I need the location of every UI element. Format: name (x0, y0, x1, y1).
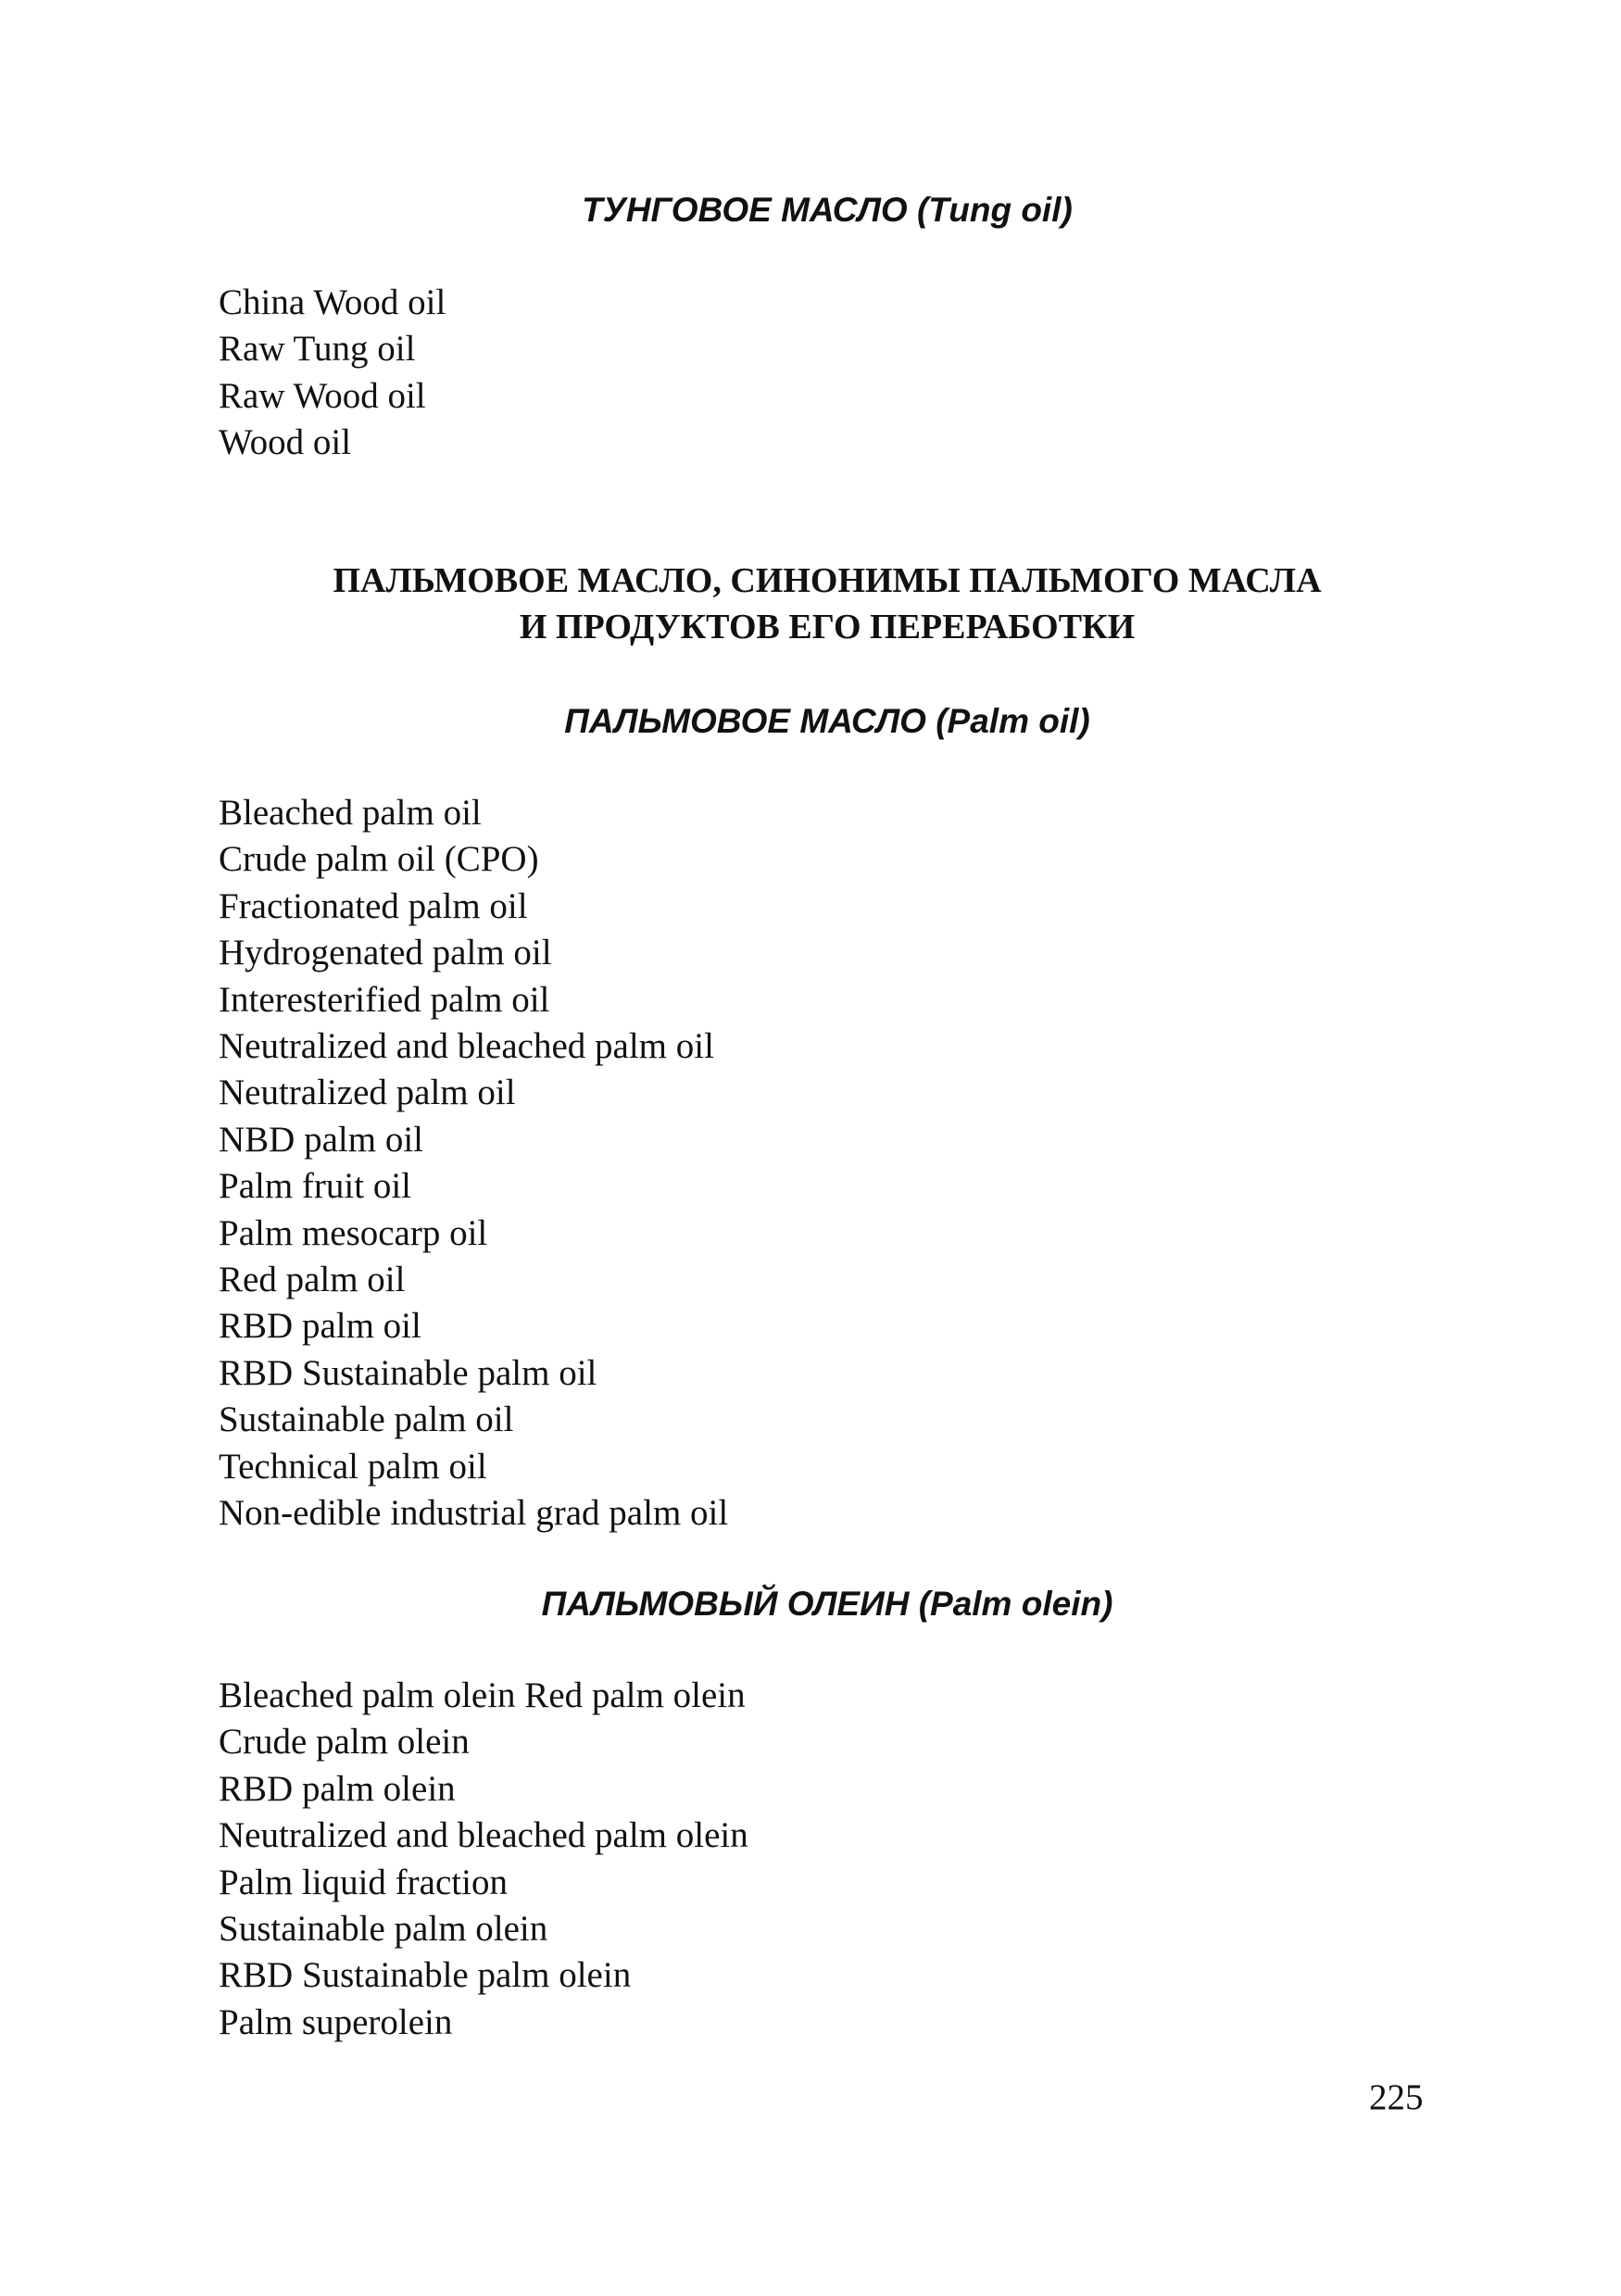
list-item: China Wood oil (219, 282, 446, 322)
list-item: Bleached palm oil (219, 793, 482, 833)
section-title-palm-oil: ПАЛЬМОВОЕ МАСЛО (Palm oil) (564, 702, 1090, 740)
list-item: NBD palm oil (219, 1119, 423, 1160)
chapter-heading-line-2: И ПРОДУКТОВ ЕГО ПЕРЕРАБОТКИ (519, 608, 1136, 646)
palm-olein-list (219, 1673, 748, 2046)
section-title-palm-olein: ПАЛЬМОВЫЙ ОЛЕИН (Palm olein) (541, 1585, 1113, 1623)
chapter-heading-line-1: ПАЛЬМОВОЕ МАСЛО, СИНОНИМЫ ПАЛЬМОГО МАСЛА (333, 561, 1322, 600)
list-item: Interesterified palm oil (219, 979, 550, 1020)
list-item: Fractionated palm oil (219, 885, 528, 926)
list-item: Palm superolein (219, 2001, 453, 2042)
list-item: RBD palm olein (219, 1768, 456, 1809)
list-item: Wood oil (219, 422, 352, 463)
list-item: RBD palm oil (219, 1306, 421, 1347)
list-item: Palm liquid fraction (219, 1862, 508, 1902)
list-item: Neutralized palm oil (219, 1073, 516, 1113)
list-item: Technical palm oil (219, 1446, 487, 1487)
list-item: Neutralized and bleached palm oil (219, 1026, 714, 1067)
list-item: Red palm oil (219, 1260, 406, 1300)
list-item: Non-edible industrial grad palm oil (219, 1493, 729, 1534)
list-item: Palm fruit oil (219, 1166, 411, 1207)
palm-oil-list (219, 790, 728, 1537)
list-item: Crude palm oil (CPO) (219, 839, 539, 880)
tung-oil-list (219, 280, 446, 467)
list-item: RBD Sustainable palm oil (219, 1352, 597, 1393)
list-item: Crude palm olein (219, 1722, 470, 1763)
list-item: Bleached palm olein Red palm olein (219, 1675, 746, 1715)
section-title-tung-oil: ТУНГОВОЕ МАСЛО (Tung oil) (582, 191, 1073, 229)
list-item: Neutralized and bleached palm olein (219, 1815, 748, 1856)
list-item: Sustainable palm olein (219, 1909, 548, 1950)
list-item: Sustainable palm oil (219, 1399, 514, 1440)
list-item: Hydrogenated palm oil (219, 933, 552, 973)
chapter-heading (0, 558, 1621, 650)
page-number: 225 (1369, 2077, 1424, 2117)
list-item: RBD Sustainable palm olein (219, 1955, 632, 1996)
list-item: Raw Wood oil (219, 375, 426, 416)
list-item: Raw Tung oil (219, 329, 416, 370)
list-item: Palm mesocarp oil (219, 1212, 488, 1253)
